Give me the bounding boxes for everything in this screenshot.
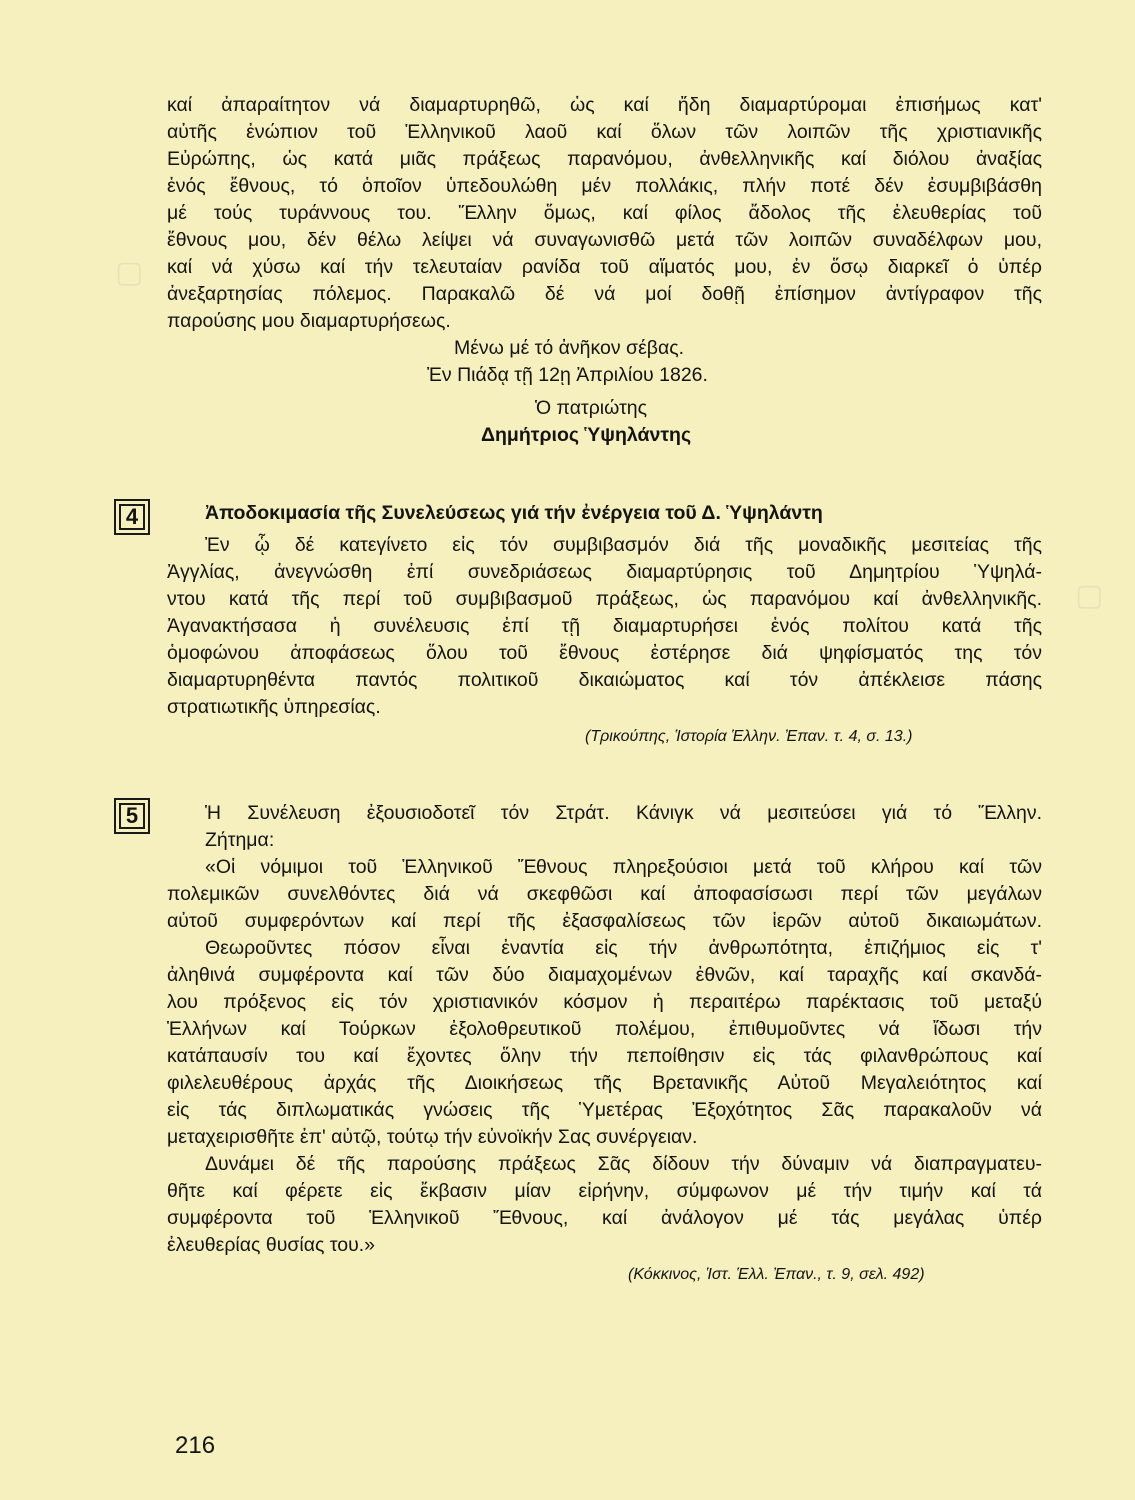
paragraph-line: Ἀγανακτήσασα ἡ συνέλευσις ἐπί τῇ διαμαρτυρήσει ἑνός πολίτου κατά τῆς <box>167 615 1042 637</box>
page-number: 216 <box>175 1432 216 1459</box>
bleed-through-decoration: ▢ <box>1075 579 1104 612</box>
signer-name: Δημήτριος Ὑψηλάντης <box>481 424 692 446</box>
paragraph-line: Δυνάμει δέ τῆς παρούσης πράξεως Σᾶς δίδουν τήν δύναμιν νά διαπραγματευ- <box>205 1153 1042 1175</box>
citation: (Κόκκινος, Ἱστ. Ἑλλ. Ἐπαν., τ. 9, σελ. 492) <box>628 1266 925 1283</box>
paragraph-line: λου πρόξενος εἰς τόν χριστιανικόν κόσμον ἡ περαιτέρω παρέκτασις τοῦ μεταξύ <box>167 991 1042 1013</box>
paragraph-line: Ἐν ᾧ δέ κατεγίνετο εἰς τόν συμβιβασμόν διά τῆς μοναδικῆς μεσιτείας τῆς <box>205 534 1042 556</box>
paragraph-line: μεταχειρισθῆτε ἐπ' αὐτῷ, τούτῳ τήν εὐνοϊκήν Σας συνέργειαν. <box>167 1126 698 1148</box>
paragraph-line: «Οἱ νόμιμοι τοῦ Ἑλληνικοῦ Ἔθνους πληρεξούσιοι μετά τοῦ κλήρου καί τῶν <box>205 856 1042 878</box>
paragraph-line: Ζήτημα: <box>205 829 275 851</box>
paragraph-line: αὐτοῦ συμφερόντων καί περί τῆς ἐξασφαλίσεως τῶν ἱερῶν αὐτοῦ δικαιωμάτων. <box>167 910 1042 932</box>
place-date: Ἐν Πιάδᾳ τῇ 12ῃ Ἀπριλίου 1826. <box>427 364 708 386</box>
paragraph-line: καί ἀπαραίτητον νά διαμαρτυρηθῶ, ὡς καί ἤδη διαμαρτύρομαι ἐπισήμως κατ' <box>167 94 1042 116</box>
paragraph-line: φιλελευθέρους ἀρχάς τῆς Διοικήσεως τῆς Βρετανικῆς Αὐτοῦ Μεγαλειότητος καί <box>167 1072 1042 1094</box>
paragraph-line: πολεμικῶν συνελθόντες διά νά σκεφθῶσι καί ἀποφασίσωσι περί τῶν μεγάλων <box>167 883 1042 905</box>
paragraph-line: Ἀγγλίας, ἀνεγνώσθη ἐπί συνεδριάσεως διαμαρτύρησις τοῦ Δημητρίου Ὑψηλά- <box>167 561 1042 583</box>
paragraph-line: στρατιωτικῆς ὑπηρεσίας. <box>167 696 381 718</box>
paragraph-line: ἑνός ἔθνους, τό ὁποῖον ὑπεδουλώθη μέν πολλάκις, πλήν ποτέ δέν ἐσυμβιβάσθη <box>167 175 1042 197</box>
paragraph-line: Ἑλλήνων καί Τούρκων ἐξολοθρευτικοῦ πολέμου, ἐπιθυμοῦντες νά ἴδωσι τήν <box>167 1018 1042 1040</box>
section-number-badge: 5 <box>114 798 150 834</box>
paragraph-line: εἰς τάς διπλωματικάς γνώσεις τῆς Ὑμετέρας Ἐξοχότητος Σᾶς παρακαλοῦν νά <box>167 1099 1042 1121</box>
section-number-badge: 4 <box>114 499 150 535</box>
paragraph-line: θῆτε καί φέρετε εἰς ἔκβασιν μίαν εἰρήνην, σύμφωνον μέ τήν τιμήν καί τά <box>167 1180 1042 1202</box>
paragraph-line: παρούσης μου διαμαρτυρήσεως. <box>167 310 451 332</box>
paragraph-line: ἀληθινά συμφέροντα καί τῶν δύο διαμαχομένων ἐθνῶν, καί ταραχῆς καί σκανδά- <box>167 964 1042 986</box>
paragraph-line: ἔθνους μου, δέν θέλω λείψει νά συναγωνισθῶ μετά τῶν λοιπῶν συναδέλφων μου, <box>167 229 1042 251</box>
signer-title: Ὁ πατριώτης <box>535 397 648 419</box>
citation: (Τρικούπης, Ἱστορία Ἑλλην. Ἐπαν. τ. 4, σ. 13.) <box>585 728 913 745</box>
paragraph-line: διαμαρτυρηθέντα παντός πολιτικοῦ δικαιώματος καί τόν ἀπέκλεισε πάσης <box>167 669 1042 691</box>
paragraph-line: αὐτῆς ἐνώπιον τοῦ Ἑλληνικοῦ λαοῦ καί ὅλων τῶν λοιπῶν τῆς χριστιανικῆς <box>167 121 1042 143</box>
paragraph-line: ντου κατά τῆς περί τοῦ συμβιβασμοῦ πράξεως, ὡς παρανόμου καί ἀνθελληνικῆς. <box>167 588 1042 610</box>
paragraph-line: συμφέροντα τοῦ Ἑλληνικοῦ Ἔθνους, καί ἀνάλογον μέ τάς μεγάλας ὑπέρ <box>167 1207 1042 1229</box>
paragraph-line: Θεωροῦντες πόσον εἶναι ἐναντία εἰς τήν ἀνθρωπότητα, ἐπιζήμιος εἰς τ' <box>205 937 1042 959</box>
paragraph-line: Ἡ Συνέλευση ἐξουσιοδοτεῖ τόν Στράτ. Κάνιγκ νά μεσιτεύσει γιά τό Ἕλλην. <box>205 802 1042 824</box>
paragraph-line: καί νά χύσω καί τήν τελευταίαν ρανίδα τοῦ αἵματός μου, ἐν ὅσῳ διαρκεῖ ὁ ὑπέρ <box>167 256 1042 278</box>
paragraph-line: μέ τούς τυράννους του. Ἕλλην ὅμως, καί φίλος ἄδολος τῆς ἐλευθερίας τοῦ <box>167 202 1042 224</box>
section-heading: Ἀποδοκιμασία τῆς Συνελεύσεως γιά τήν ἐνέργεια τοῦ Δ. Ὑψηλάντη <box>205 502 823 524</box>
paragraph-line: ἀνεξαρτησίας πόλεμος. Παρακαλῶ δέ νά μοί δοθῇ ἐπίσημον ἀντίγραφον τῆς <box>167 283 1042 305</box>
closing-line: Μένω μέ τό ἀνῆκον σέβας. <box>454 337 685 359</box>
bleed-through-decoration: ▢ <box>115 256 144 289</box>
paragraph-line: ὁμοφώνου ἀποφάσεως ὅλου τοῦ ἔθνους ἐστέρησε διά ψηφίσματός της τόν <box>167 642 1042 664</box>
paragraph-line: ἐλευθερίας θυσίας του.» <box>167 1234 376 1256</box>
paragraph-line: Εὐρώπης, ὡς κατά μιᾶς πράξεως παρανόμου, ἀνθελληνικῆς καί διόλου ἀναξίας <box>167 148 1042 170</box>
paragraph-line: κατάπαυσίν του καί ἔχοντες ὅλην τήν πεποίθησιν εἰς τάς φιλανθρώπους καί <box>167 1045 1042 1067</box>
